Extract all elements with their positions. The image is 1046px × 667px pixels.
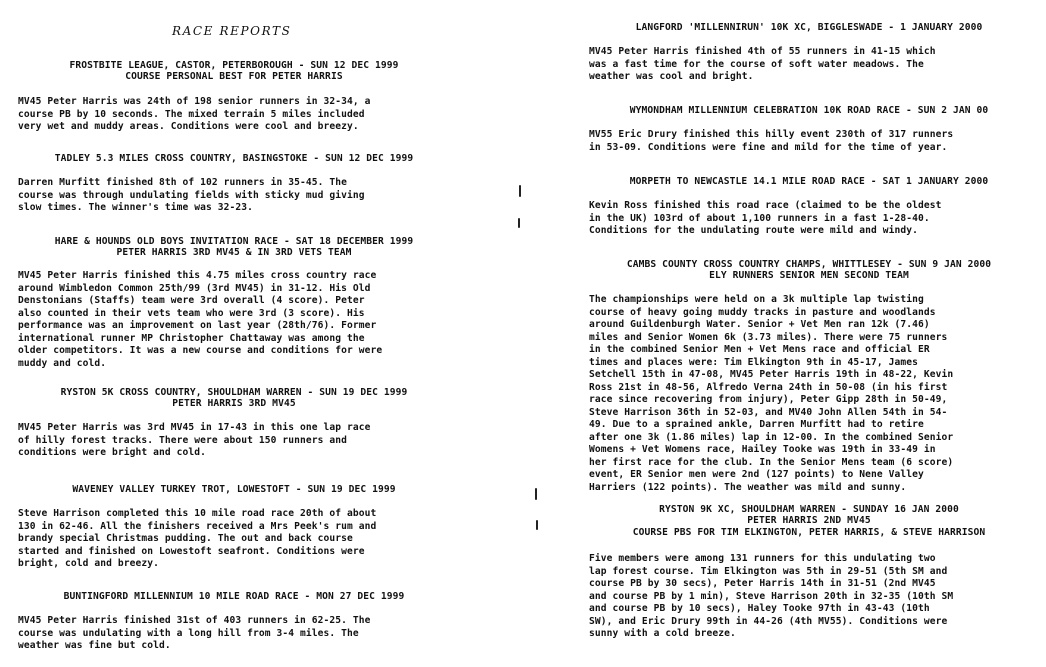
report-headline-wymondham: WYMONDHAM MILLENNIUM CELEBRATION 10K ROAD RACE - SUN 2 JAN 00 [629, 105, 989, 116]
report-body-tadley: Darren Murfitt finished 8th of 102 runners in 35-45. The course was through undulating fields with sticky mud giving slow times. The winner's time was 32-23. [18, 177, 365, 213]
report-body-ryston-5k: MV45 Peter Harris was 3rd MV45 in 17-43 in this one lap race of hilly forest tracks. There were about 150 runners and conditions were bright and cold. [18, 422, 371, 458]
report-headline-ryston-5k: RYSTON 5K CROSS COUNTRY, SHOULDHAM WARREN - SUN 19 DEC 1999 PETER HARRIS 3RD MV45 [60, 387, 408, 410]
report-headline-cambs-county: CAMBS COUNTY CROSS COUNTRY CHAMPS, WHITTLESEY - SUN 9 JAN 2000 ELY RUNNERS SENIOR MEN SECOND TEAM [626, 259, 992, 282]
report-headline-tadley: TADLEY 5.3 MILES CROSS COUNTRY, BASINGSTOKE - SUN 12 DEC 1999 [54, 153, 414, 164]
report-body-langford: MV45 Peter Harris finished 4th of 55 runners in 41-15 which was a fast time for the course of soft water meadows. The weather was cool and bright. [589, 46, 936, 82]
report-headline-waveney: WAVENEY VALLEY TURKEY TROT, LOWESTOFT - SUN 19 DEC 1999 [72, 484, 396, 495]
binding-mark [536, 520, 538, 530]
report-body-buntingford: MV45 Peter Harris finished 31st of 403 runners in 62-25. The course was undulating with a long hill from 3-4 miles. The weather was fine but cold. [18, 615, 371, 651]
page-heading: RACE REPORTS [172, 24, 292, 38]
report-body-cambs-county: The championships were held on a 3k multiple lap twisting course of heavy going muddy tracks in pasture and woodlands around Guildenburgh Water. Senior + Vet Men ran 12k (7.46) miles and Senior Women 6k (3.73 miles). There were 75 runners in the combined Senior Men + Vet Mens race and official ER times and places were: Tim Elkington 9th in 45-17, James Setchell 15th in 47-08, MV45 Peter Harris 19th in 48-22, Kevin Ross 21st in 48-56, Alfredo Verna 24th in 50-08 (in his first race since recovering from injury), Peter Gipp 28th in 50-49, Steve Harrison 36th in 52-03, and MV40 John Allen 54th in 54- 49. Due to a sprained ankle, Darren Murfitt had to retire after one 3k (1.86 miles) lap in 12-00. In the combined Senior Womens + Vet Womens race, Hailey Tooke was 19th in 33-49 in her first race for the club. In the Senior Mens team (6 score) event, ER Senior men were 2nd (127 points) to Nene Valley Harriers (122 points). The weather was mild and sunny. [589, 294, 954, 493]
report-headline-buntingford: BUNTINGFORD MILLENNIUM 10 MILE ROAD RACE - MON 27 DEC 1999 [63, 591, 405, 602]
report-body-hare-hounds: MV45 Peter Harris finished this 4.75 miles cross country race around Wimbledon Common 25th/99 (3rd MV45) in 31-12. His Old Denstonians (Staffs) team were 3rd overall (4 score). Peter also counted in their vets team who were 3rd (3 score). His performance was an improvement on last year (28th/76). Former international runner MP Christopher Chattaway was among the older competitors. It was a new course and conditions for were muddy and cold. [18, 270, 383, 369]
report-body-frostbite: MV45 Peter Harris was 24th of 198 senior runners in 32-34, a course PB by 10 seconds. The mixed terrain 5 miles included very wet and muddy areas. Conditions were cool and breezy. [18, 96, 371, 132]
report-headline-morpeth: MORPETH TO NEWCASTLE 14.1 MILE ROAD RACE - SAT 1 JANUARY 2000 [629, 176, 989, 187]
binding-mark [535, 488, 537, 500]
report-headline-hare-hounds: HARE & HOUNDS OLD BOYS INVITATION RACE - SAT 18 DECEMBER 1999 PETER HARRIS 3RD MV45 & IN 3RD VETS TEAM [54, 236, 414, 259]
report-headline-langford: LANGFORD 'MILLENNIRUN' 10K XC, BIGGLESWADE - 1 JANUARY 2000 [635, 22, 983, 33]
binding-mark [518, 218, 520, 228]
report-body-waveney: Steve Harrison completed this 10 mile road race 20th of about 130 in 62-46. All the finishers received a Mrs Peek's rum and brandy special Christmas pudding. The out and back course started and finished on Lowestoft seafront. Conditions were bright, cold and breezy. [18, 508, 377, 569]
report-headline-frostbite: FROSTBITE LEAGUE, CASTOR, PETERBOROUGH - SUN 12 DEC 1999 COURSE PERSONAL BEST FOR PETER HARRIS [69, 60, 399, 83]
report-body-ryston-9k: Five members were among 131 runners for this undulating two lap forest course. Tim Elkington was 5th in 29-51 (5th SM and course PB by 30 secs), Peter Harris 14th in 31-51 (2nd MV45 and course PB by 1 min), Steve Harrison 20th in 32-35 (10th SM and course PB by 10 secs), Haley Tooke 97th in 43-43 (10th SW), and Eric Drury 99th in 44-26 (4th MV55). Conditions were sunny with a cold breeze. [589, 553, 954, 639]
report-headline-ryston-9k: RYSTON 9K XC, SHOULDHAM WARREN - SUNDAY 16 JAN 2000 PETER HARRIS 2ND MV45 COURSE PBS FOR TIM ELKINGTON, PETER HARRIS, & STEVE HARRISON [632, 504, 986, 538]
report-body-morpeth: Kevin Ross finished this road race (claimed to be the oldest in the UK) 103rd of about 1,100 runners in a fast 1-28-40. Conditions for the undulating route were mild and windy. [589, 200, 942, 236]
report-body-wymondham: MV55 Eric Drury finished this hilly event 230th of 317 runners in 53-09. Conditions were fine and mild for the time of year. [589, 129, 954, 153]
binding-mark [519, 185, 521, 197]
